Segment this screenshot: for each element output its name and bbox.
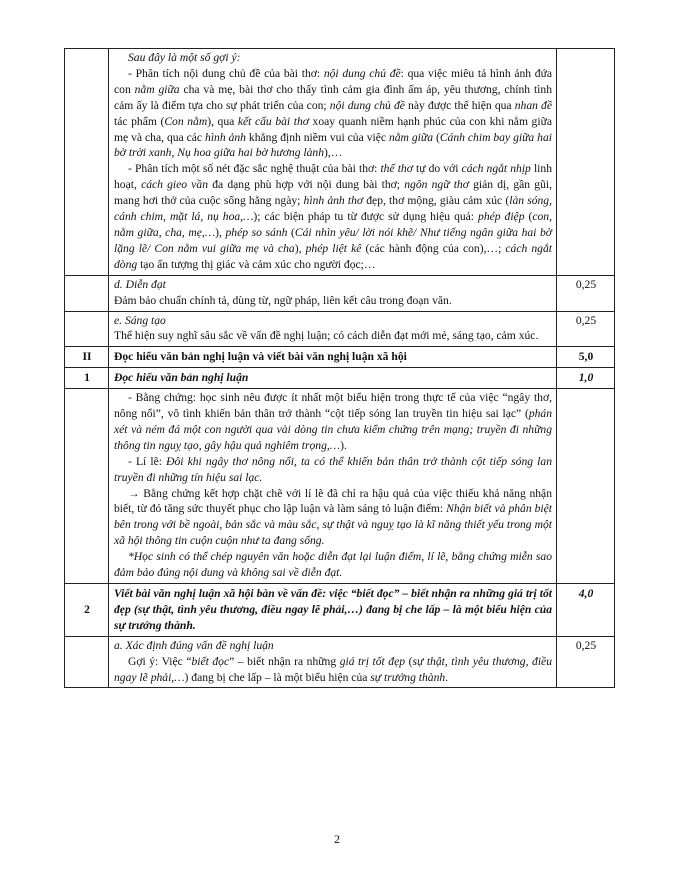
body-text: ( <box>405 654 413 668</box>
body-text: ), qua <box>207 114 238 128</box>
body-text: ” – biết nhận ra những <box>229 654 340 668</box>
emphasis-text: ngôn ngữ thơ <box>404 178 469 192</box>
body-text: - Phân tích nội dung chủ đề của bài thơ: <box>128 66 324 80</box>
evidence-paragraph <box>114 390 552 454</box>
content-cell <box>109 389 557 584</box>
table-row <box>65 311 615 347</box>
row-number-cell <box>65 636 109 688</box>
body-text: tạo ấn tượng thị giác và cảm xúc cho người đọc;… <box>137 257 376 271</box>
section-title: Đọc hiểu văn bản nghị luận và viết bài văn nghị luận xã hội <box>109 347 557 368</box>
emphasis-text: nội dung chủ đề <box>329 98 405 112</box>
note-paragraph: *Học sinh có thể chép nguyên văn hoặc diễn đạt lại luận điểm, lí lẽ, bằng chứng miễn sao đảm bảo đúng nội dung và không sai về diễn đạt. <box>114 550 552 580</box>
emphasis-text: Đôi khi ngây thơ nông nổi, ta có thể khiến bản thân trở thành cột tiếp sóng lan truyền đi những tín hiệu sai lạc. <box>114 454 552 484</box>
emphasis-text: con, nằm giữa, cha, mẹ,… <box>114 210 552 239</box>
content-cell <box>109 311 557 347</box>
emphasis-text: phép so sánh <box>225 225 288 239</box>
body-text: tác phẩm ( <box>114 114 165 128</box>
body-text: này được thể hiện qua <box>404 98 515 112</box>
body-text: ), <box>215 225 226 239</box>
section-row <box>65 347 615 368</box>
emphasis-text: cách ngắt nhịp <box>461 162 531 176</box>
emphasis-text: Con nằm <box>164 114 208 128</box>
emphasis-text: nằm giữa <box>134 82 180 96</box>
criterion-body: Đảm bảo chuẩn chính tả, dùng từ, ngữ pháp, liên kết câu trong đoạn văn. <box>114 293 452 307</box>
score-cell: 0,25 <box>557 275 615 311</box>
body-text: Gợi ý: Việc “ <box>128 654 192 668</box>
emphasis-text: cách ngắt dòng <box>114 241 552 271</box>
section-number: II <box>65 347 109 368</box>
emphasis-text: thể thơ <box>380 162 413 176</box>
emphasis-text: nhan đề <box>514 98 552 112</box>
body-text: . <box>445 670 449 684</box>
table-row <box>65 49 615 276</box>
section-title: Đọc hiểu văn bản nghị luận <box>109 368 557 389</box>
body-text: - Bằng chứng: học sinh nêu được ít nhất một biểu hiện trong thực tế của việc “ngây thơ, nông nổi”, vô tình khiến bản thân trở thành “cột tiếp sóng lan truyền tin hiệu sai lạc” ( <box>114 391 552 421</box>
body-text: ) đang bị che lấp – là một biểu hiện của <box>184 670 371 684</box>
content-cell <box>109 275 557 311</box>
content-analysis-paragraph <box>114 66 552 161</box>
emphasis-text: phép điệp <box>478 210 525 224</box>
emphasis-text: phép liệt kê <box>305 241 362 255</box>
row-number-cell <box>65 49 109 276</box>
body-text: ( <box>287 225 295 239</box>
body-text: ( <box>524 210 533 224</box>
answer-key-table <box>64 48 615 688</box>
section-score: 5,0 <box>557 347 615 368</box>
body-text: ). <box>340 438 347 452</box>
criterion-body: Thể hiện suy nghĩ sâu sắc về vấn đề nghị luận; có cách diễn đạt mới mẻ, sáng tạo, cảm xúc. <box>114 329 539 343</box>
body-text: → Bằng chứng kết hợp chặt chẽ với lí lẽ đã chỉ ra hậu quả của việc thiếu khả năng nhận biết, từ đó tăng sức thuyết phục cho lập luận và làm sáng tỏ luận điểm: <box>114 486 552 516</box>
emphasis-text: nằm giữa <box>388 130 434 144</box>
section-title: Viết bài văn nghị luận xã hội bàn về vấn đề: việc “biết đọc” – biết nhận ra những giá trị tốt đẹp (sự thật, tình yêu thương, điều ngay lẽ phải,…) đang bị che lấp – là một biểu hiện của sự trưởng thành. <box>109 584 557 637</box>
criterion-heading: d. Diễn đạt <box>114 277 166 291</box>
emphasis-text: sự trưởng thành <box>370 670 446 684</box>
score-cell: 0,25 <box>557 636 615 688</box>
body-text: xoay quanh niềm hạnh phúc của con khi nằm giữa mẹ và cha, qua các <box>114 114 552 144</box>
body-text: ), <box>294 241 306 255</box>
conclusion-paragraph <box>114 486 552 550</box>
emphasis-text: phán xét và ném đá một con người qua vài dòng tin chưa kiểm chứng trên mạng; truyền đi những thông tin nguỵ tạo, gây hậu quả nghiêm trọng,… <box>114 407 552 452</box>
criterion-heading: e. Sáng tạo <box>114 313 166 327</box>
emphasis-text: làn sóng, cánh chim, mặt lá, nụ hoa,… <box>114 194 552 224</box>
body-text: ),… <box>324 146 343 160</box>
emphasis-text: biết đọc <box>191 654 230 668</box>
body-text: (các hành động của con),…; <box>361 241 506 255</box>
body-text: ); các biện pháp tu từ được sử dụng hiệu quả: <box>253 210 479 224</box>
body-text: giản dị, gần gũi, mang hơi thở của cuộc sống hằng ngày; <box>114 178 553 208</box>
section-number: 1 <box>65 368 109 389</box>
section-number: 2 <box>65 584 109 637</box>
body-text: đa dạng phù hợp với nội dung bài thơ; <box>208 178 405 192</box>
body-text: tự do với <box>412 162 462 176</box>
page-number: 2 <box>334 832 340 846</box>
section-score: 1,0 <box>557 368 615 389</box>
suggestion-intro: Sau đây là một số gợi ý: <box>128 51 241 64</box>
score-cell <box>557 49 615 276</box>
content-cell <box>109 636 557 688</box>
body-text: cha và mẹ, bài thơ cho thấy tình cảm gia đình ấm áp, yêu thương, chính tình cảm ấy là điểm tựa cho sự phát triển của con; <box>114 82 552 112</box>
score-cell: 0,25 <box>557 311 615 347</box>
table-row <box>65 389 615 584</box>
body-text: linh hoạt, <box>114 162 552 192</box>
row-number-cell <box>65 389 109 584</box>
section-row <box>65 368 615 389</box>
body-text: : qua việc miêu tả hình ảnh đứa con <box>114 66 552 96</box>
emphasis-text: giá trị tốt đẹp <box>339 654 406 668</box>
emphasis-text: sự thật, tình yêu thương, điều ngay lẽ phải,… <box>114 654 552 684</box>
emphasis-text: Cánh chim bay giữa hai bờ trời xanh, Nụ hoa giữa hai bờ hương lành <box>114 130 552 160</box>
emphasis-text: hình ảnh <box>205 130 246 144</box>
body-text: khẳng định niềm vui của việc <box>245 130 389 144</box>
row-number-cell <box>65 311 109 347</box>
emphasis-text: kết cấu bài thơ <box>237 114 309 128</box>
row-number-cell <box>65 275 109 311</box>
content-cell <box>109 49 557 276</box>
section-score: 4,0 <box>557 584 615 637</box>
reasoning-paragraph <box>114 454 552 486</box>
table-row <box>65 275 615 311</box>
score-cell <box>557 389 615 584</box>
section-row <box>65 584 615 637</box>
criterion-body <box>114 654 552 686</box>
body-text: - Phân tích một số nét đặc sắc nghệ thuật của bài thơ: <box>128 162 381 176</box>
emphasis-text: Cái nhìn yêu/ lời nói khẽ/ Như tiếng ngân giữa hai bờ lặng lẽ/ Con nằm vui giữa mẹ và cha <box>114 225 552 255</box>
emphasis-text: nội dung chủ đề <box>323 66 401 80</box>
body-text: - Lí lẽ: <box>128 454 167 468</box>
body-text: đẹp, thơ mộng, giàu cảm xúc ( <box>363 194 510 208</box>
table-row <box>65 636 615 688</box>
body-text: ( <box>433 130 440 144</box>
art-analysis-paragraph <box>114 161 552 272</box>
emphasis-text: Nhận biết và phân biệt bên trong với bề ngoài, bản sắc và màu sắc, sự thật và nguỵ tạo là kĩ năng thiết yếu trong một xã hội thông tin cuộn cuộn như ta đang sống. <box>114 502 553 548</box>
criterion-heading: a. Xác định đúng vấn đề nghị luận <box>114 638 274 652</box>
emphasis-text: cách gieo vần <box>141 178 209 192</box>
emphasis-text: hình ảnh thơ <box>303 194 364 208</box>
